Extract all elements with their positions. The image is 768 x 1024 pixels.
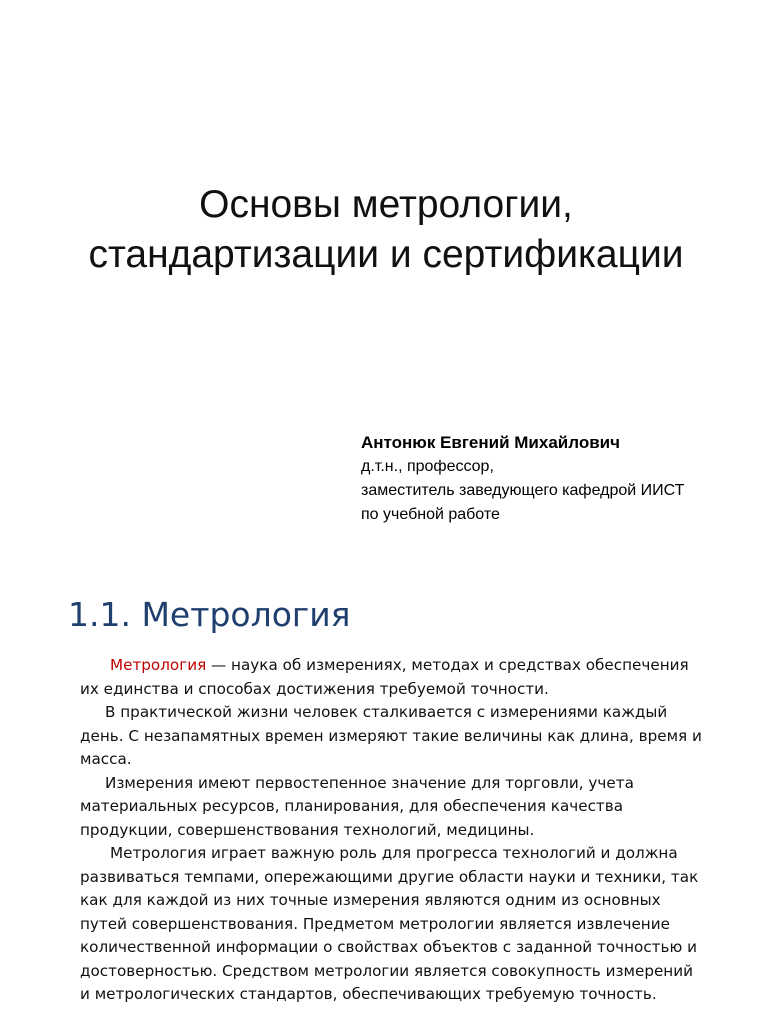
- author-position-line-2: по учебной работе: [361, 506, 500, 523]
- section-heading: 1.1. Метрология: [68, 595, 351, 634]
- title-line-2: стандартизации и сертификации: [88, 233, 684, 276]
- author-block: [361, 431, 761, 527]
- paragraph-line: достоверностью. Средством метрологии является совокупность измерений: [80, 961, 693, 980]
- paragraph-line: путей совершенствования. Предметом метрологии является извлечение: [80, 914, 670, 933]
- paragraph-line: Измерения имеют первостепенное значение для торговли, учета: [105, 773, 634, 792]
- paragraph-line: продукции, совершенствования технологий, медицины.: [80, 820, 535, 839]
- author-position-line-1: заместитель заведующего кафедрой ИИСТ: [361, 482, 685, 499]
- term-highlight: Метрология: [110, 656, 207, 674]
- author-name: Антонюк Евгений Михайлович: [361, 433, 620, 452]
- author-degree: д.т.н., профессор,: [361, 458, 494, 475]
- content-slide: [0, 570, 768, 1024]
- presentation-title: [0, 180, 768, 280]
- paragraph-line: и метрологических стандартов, обеспечивающих требуемую точность.: [80, 985, 657, 1003]
- paragraph-line: материальных ресурсов, планирования, для обеспечения качества: [80, 797, 624, 815]
- paragraph-line: день. С незапамятных времен измеряют такие величины как длина, время и: [80, 726, 702, 745]
- paragraph-line: развиваться темпами, опережающими другие области науки и техники, так: [80, 867, 699, 886]
- paragraph-line: как для каждой из них точные измерения являются одним из основных: [80, 891, 661, 909]
- paragraph-line: Метрология играет важную роль для прогресса технологий и должна: [110, 844, 678, 862]
- paragraph-line: [80, 654, 720, 678]
- body-text: [80, 654, 720, 1007]
- title-line-1: Основы метрологии,: [199, 183, 573, 226]
- paragraph-line: их единства и способах достижения требуемой точности.: [80, 679, 549, 698]
- paragraph-line: масса.: [80, 750, 132, 768]
- paragraph-line-text: — наука об измерениях, методах и средствах обеспечения: [206, 656, 689, 674]
- paragraph-line: В практической жизни человек сталкивается с измерениями каждый: [105, 703, 668, 721]
- paragraph-line: количественной информации о свойствах объектов с заданной точностью и: [80, 938, 697, 956]
